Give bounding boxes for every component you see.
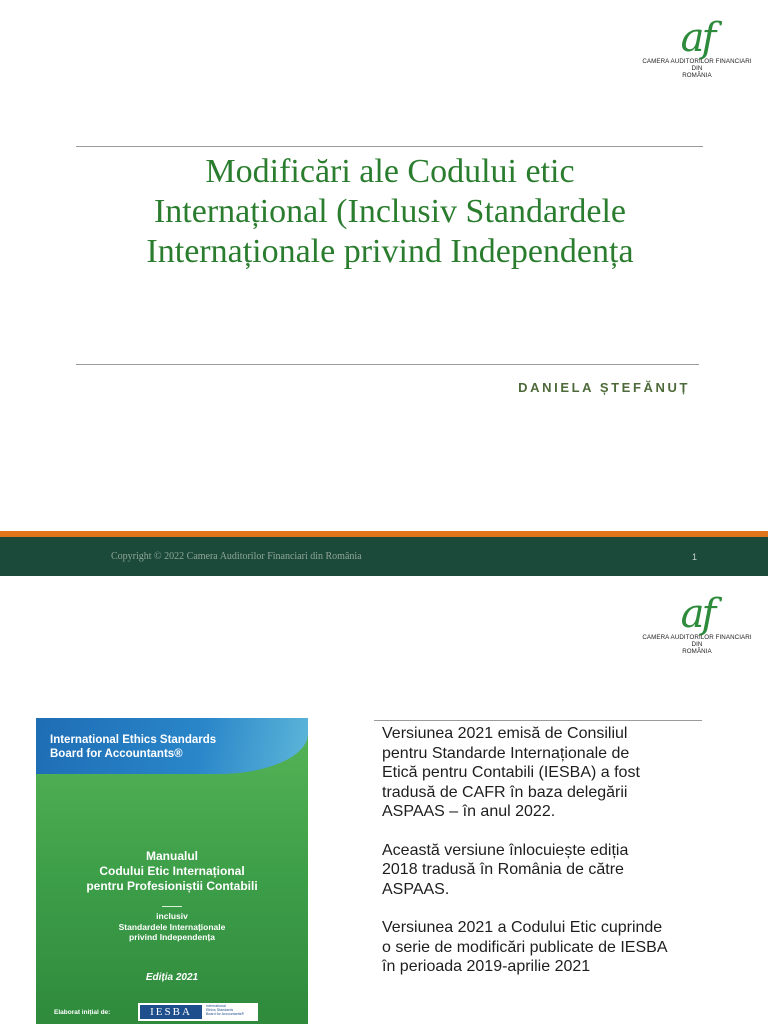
cover-subtitle-line: inclusiv (156, 911, 188, 921)
cover-org-line: International Ethics Standards (50, 734, 217, 746)
cafr-logo-mark-icon: af (680, 591, 714, 637)
text-line: pentru Standarde Internaționale de (382, 744, 630, 762)
slide-title (70, 152, 710, 272)
text-line: tradusă de CAFR în baza delegării (382, 783, 628, 801)
cover-title-line: Manualul (145, 849, 198, 863)
text-line: ASPAAS – în anul 2022. (382, 803, 556, 820)
logo-line: CAMERA AUDITORILOR FINANCIARI (642, 58, 752, 65)
cover-organization (50, 733, 290, 761)
slide-footer (0, 537, 768, 576)
text-line: în perioada 2019-aprilie 2021 (382, 958, 591, 975)
paragraph-3 (382, 918, 722, 977)
logo-line: CAMERA AUDITORILOR FINANCIARI (642, 634, 752, 641)
iesba-caption-line: Ethics Standards (206, 1008, 234, 1013)
text-line: 2018 tradusă în România de către (382, 861, 624, 878)
title-bottom-rule (76, 364, 699, 365)
cover-elaborated-by: Elaborat inițial de: (54, 1009, 111, 1016)
iesba-caption-line: International (206, 1004, 226, 1008)
title-top-rule (76, 146, 703, 147)
cover-org-line: Board for Accountants® (50, 748, 183, 760)
cover-subtitle-line: Standardele Internaționale (118, 921, 226, 932)
iesba-caption-line: Board for Accountants® (206, 1012, 245, 1017)
cover-edition: Ediția 2021 (145, 972, 199, 983)
cafr-logo (632, 591, 762, 655)
slide-2 (0, 576, 768, 1024)
author-name: DANIELA ȘTEFĂNUȚ (518, 380, 690, 395)
paragraph-2 (382, 841, 722, 900)
cover-subtitle (36, 911, 308, 943)
cafr-logo (632, 15, 762, 79)
title-line: Internaționale privind Independența (146, 233, 634, 270)
content-top-rule (374, 720, 702, 721)
paragraph-1 (382, 724, 722, 822)
cover-title-line: Codului Etic Internațional (99, 864, 245, 878)
text-line: Această versiune înlocuiește ediția (382, 841, 629, 859)
cover-subtitle-line: privind Independența (129, 932, 215, 942)
logo-line: ROMÂNIA (682, 72, 712, 79)
cover-title (36, 849, 308, 894)
title-line: Internațional (Inclusiv Standardele (153, 193, 627, 230)
text-line: Etică pentru Contabili (IESBA) a fost (382, 764, 640, 781)
page-number: 1 (692, 552, 698, 562)
text-line: Versiunea 2021 a Codului Etic cuprinde (382, 919, 663, 936)
iesba-logo-caption (206, 1004, 256, 1017)
iesba-logo-text: IESBA (140, 1005, 202, 1019)
cover-title-line: pentru Profesioniștii Contabili (86, 879, 258, 893)
iesba-logo (138, 1003, 258, 1021)
text-line: Versiunea 2021 emisă de Consiliul (382, 725, 628, 742)
footer-copyright: Copyright © 2022 Camera Auditorilor Financiari din România (111, 551, 362, 562)
logo-line: ROMÂNIA (682, 648, 712, 655)
logo-line: DIN (691, 65, 703, 72)
logo-line: DIN (691, 641, 703, 648)
text-line: o serie de modificări publicate de IESBA (382, 938, 668, 956)
cover-divider (162, 906, 182, 907)
text-line: ASPAAS. (382, 880, 450, 898)
cafr-logo-mark-icon: af (680, 15, 714, 61)
title-line: Modificări ale Codului etic (205, 153, 575, 190)
slide-body-text (382, 724, 722, 996)
book-cover-image (36, 718, 308, 1024)
